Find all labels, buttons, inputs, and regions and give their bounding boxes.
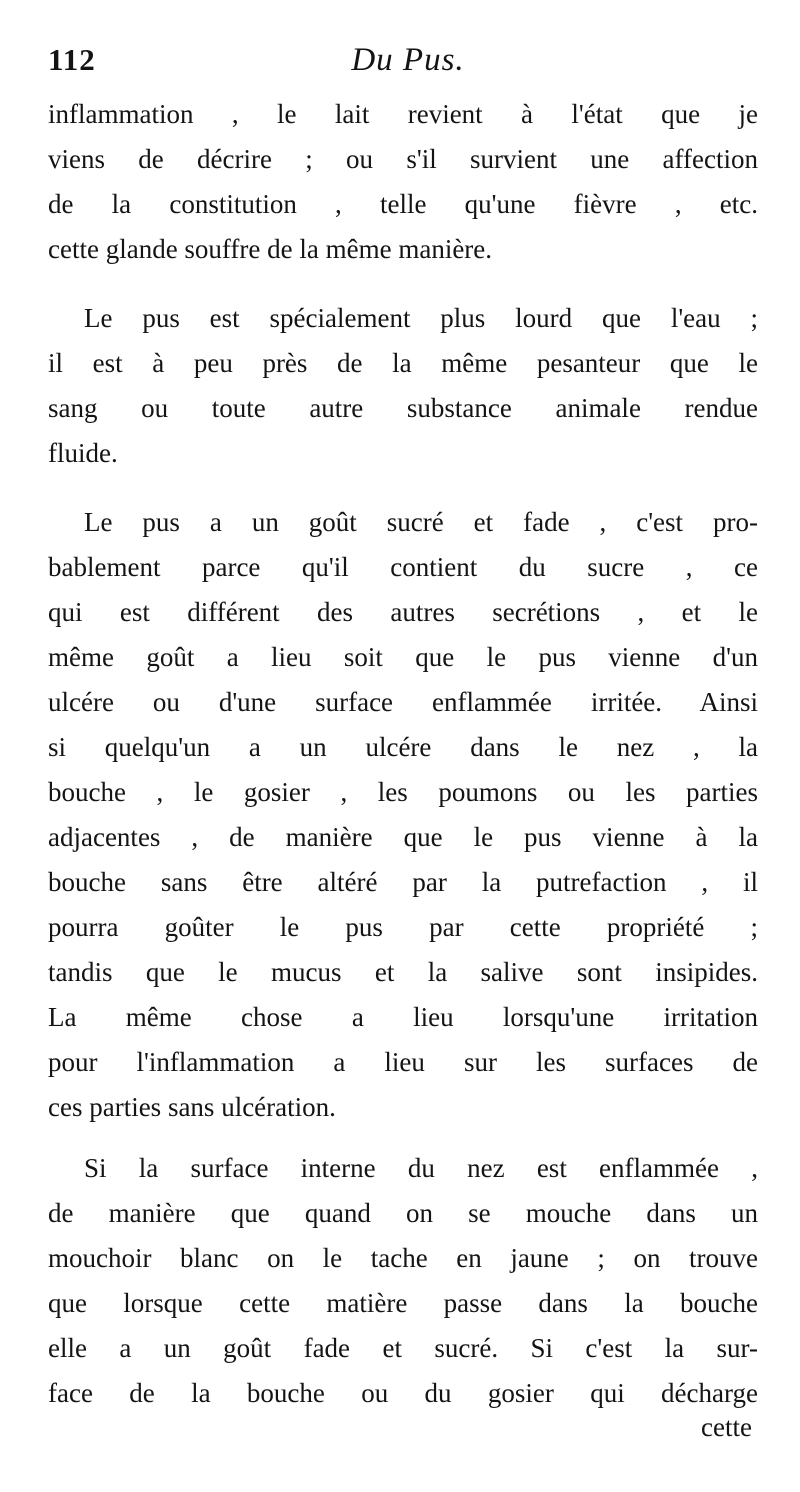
text-line: La même chose a lieu lorsqu'une irritation <box>48 1002 758 1032</box>
text-line: que lorsque cette matière passe dans la bouche <box>48 1288 758 1318</box>
paragraph-2 <box>48 296 758 476</box>
running-title: Du Pus. <box>351 42 465 78</box>
text-line: bouche , le gosier , les poumons ou les parties <box>48 777 758 807</box>
page-header <box>48 42 768 92</box>
text-line: pour l'inflammation a lieu sur les surfaces de <box>48 1047 758 1077</box>
text-line: mouchoir blanc on le tache en jaune ; on trouve <box>48 1243 758 1273</box>
text-line: cette glande souffre de la même manière. <box>48 234 493 264</box>
text-line: fluide. <box>48 438 118 468</box>
text-line: adjacentes , de manière que le pus vienne à la <box>48 822 758 852</box>
paragraph-4 <box>48 1146 758 1416</box>
text-line: inflammation , le lait revient à l'état que je <box>48 99 758 129</box>
text-line: bablement parce qu'il contient du sucre , ce <box>48 552 758 582</box>
text-line: même goût a lieu soit que le pus vienne d'un <box>48 642 758 672</box>
text-line: de la constitution , telle qu'une fièvre , etc. <box>48 189 758 219</box>
catchword: cette <box>701 1412 752 1442</box>
page-number: 112 <box>48 42 96 77</box>
text-line: de manière que quand on se mouche dans un <box>48 1198 758 1228</box>
text-line: bouche sans être altéré par la putrefaction , il <box>48 867 758 897</box>
text-line: ulcére ou d'une surface enflammée irritée. Ainsi <box>48 687 758 717</box>
text-line: viens de décrire ; ou s'il survient une affection <box>48 144 758 174</box>
text-line: qui est différent des autres secrétions , et le <box>48 597 758 627</box>
text-line: face de la bouche ou du gosier qui décharge <box>48 1378 758 1408</box>
text-line: ces parties sans ulcération. <box>48 1092 336 1122</box>
text-line: sang ou toute autre substance animale rendue <box>48 393 758 423</box>
paragraph-1 <box>48 92 758 272</box>
text-line: Le pus a un goût sucré et fade , c'est pro- <box>84 507 758 537</box>
text-line: tandis que le mucus et la salive sont insipides. <box>48 957 758 987</box>
paragraph-3 <box>48 500 758 1130</box>
text-line: si quelqu'un a un ulcére dans le nez , la <box>48 732 758 762</box>
text-line: elle a un goût fade et sucré. Si c'est la sur- <box>48 1333 758 1363</box>
text-line: Le pus est spécialement plus lourd que l'eau ; <box>84 303 758 333</box>
text-line: pourra goûter le pus par cette propriété ; <box>48 912 758 942</box>
text-line: il est à peu près de la même pesanteur que le <box>48 348 758 378</box>
text-line: Si la surface interne du nez est enflammée , <box>84 1153 758 1183</box>
